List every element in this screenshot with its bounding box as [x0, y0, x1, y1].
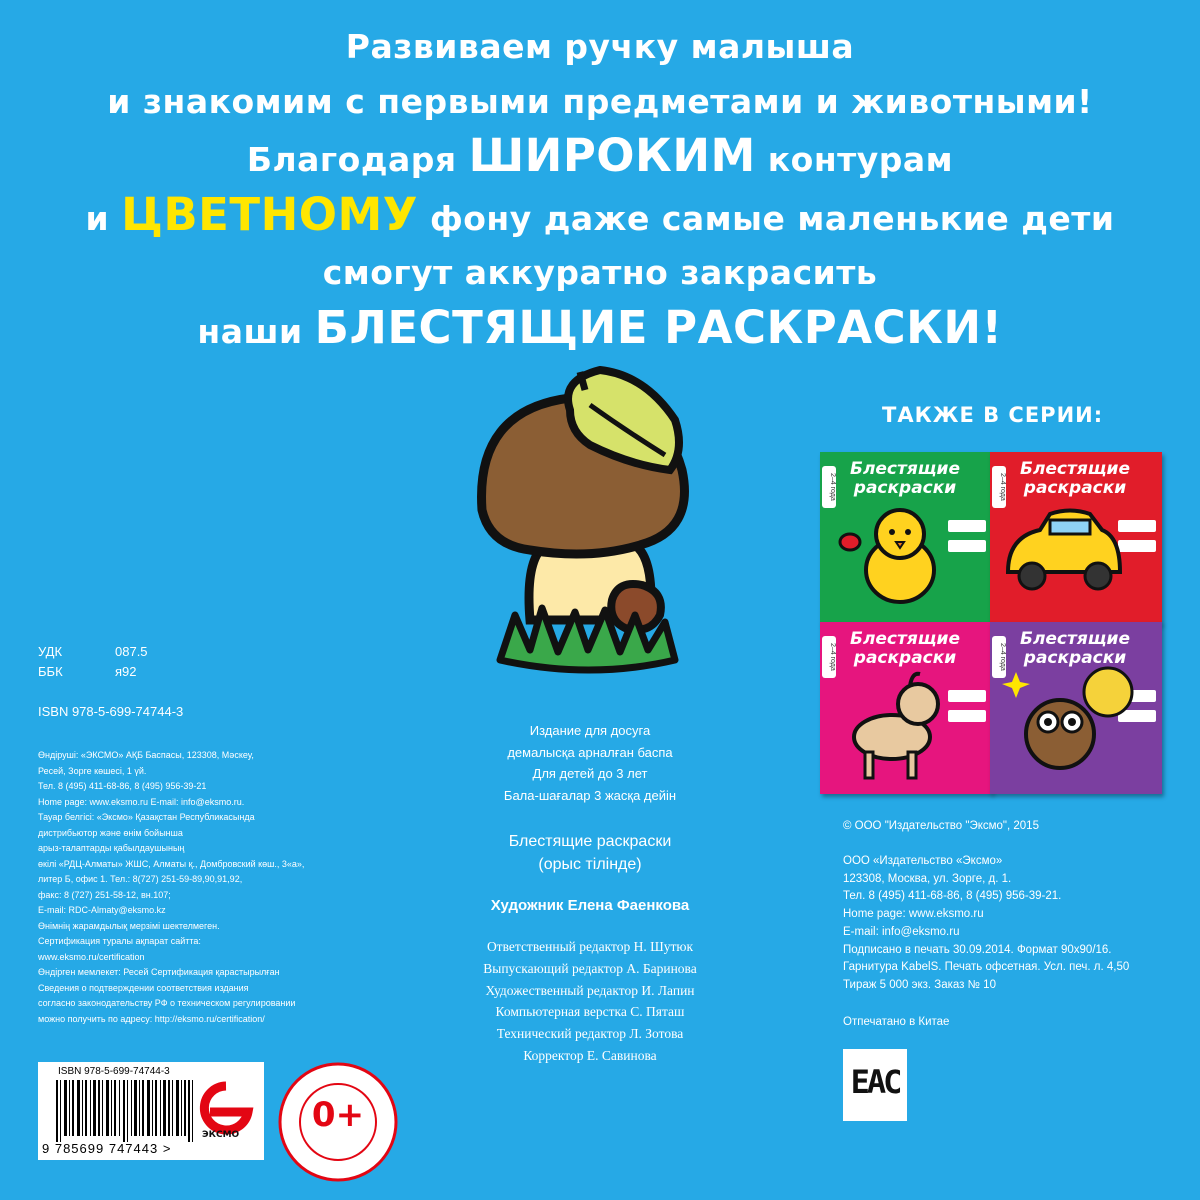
- series-book-title: Блестящие раскраски: [849, 459, 961, 498]
- editorial-credits: Ответственный редактор Н. Шутюк Выпускающий редактор А. Баринова Художественный редактор И. Лапин Компьютерная верстка С. Пяташ Технический редактор Л. Зотова Корректор Е. Савинова: [483, 939, 697, 1063]
- barcode-isbn: ISBN 978-5-699-74744-3: [58, 1066, 170, 1077]
- series-book-owl[interactable]: [990, 622, 1162, 794]
- bbk-value: я92: [115, 664, 137, 679]
- series-book-title: Блестящие раскраски: [1019, 459, 1131, 498]
- series-book-title: Блестящие раскраски: [1019, 629, 1131, 668]
- udk-label: УДК: [38, 644, 63, 659]
- eac-mark: EAC: [850, 1063, 900, 1101]
- printed-in: Отпечатано в Китае: [843, 1016, 950, 1028]
- owl-image: [990, 622, 1162, 794]
- isbn: ISBN 978-5-699-74744-3: [38, 704, 184, 719]
- age-rating: 0+: [311, 1095, 365, 1135]
- publisher-info-kz: Өндіруші: «ЭКСМО» АҚБ Баспасы, 123308, Мәскеу, Ресей, Зорге көшесі, 1 үй. Тел. 8 (495) 411-68-86, 8 (495) 956-39-21 Home page: www.eksmo.ru E-mail: info@eksmo.ru. Тауар белгісі: «Эксмо» Қазақстан Республикасында дистрибьютор және өнім бойынша арыз-талаптарды қабылдаушының өкілі «РДЦ-Алматы» ЖШС, Алматы қ., Домбровский көш., 3«а», литер Б, офис 1. Тел.: 8(727) 251-59-89,90,91,92, факс: 8 (727) 251-58-12, вн.107; E-mail: RDC-Almaty@eksmo.kz Өнімнің жарамдылық мерзімі шектелмеген. Сертификация туралы ақпарат сайтта: www.eksmo.ru/certification Өндірген мемлекет: Ресей Сертификация қарастырылған Сведения о подтверждении соответствия издания согласно законодательству РФ о техническом регулировании можно получить по адресу: http://eksmo.ru/certification/: [38, 750, 305, 1024]
- barcode-digits: 9 785699 747443 >: [42, 1141, 172, 1156]
- series-title: ТАКЖЕ В СЕРИИ:: [882, 403, 1104, 427]
- headline-line-3: Благодаря ШИРОКИМ контурам: [246, 129, 954, 182]
- mushroom-illustration: [470, 360, 710, 680]
- book-title: Блестящие раскраски (орыс тілінде): [508, 833, 672, 873]
- series-book-car[interactable]: [990, 452, 1162, 624]
- headline: [0, 20, 1200, 359]
- classification-codes: [38, 644, 148, 684]
- series-book-chick[interactable]: [820, 452, 992, 624]
- headline-line-6: наши БЛЕСТЯЩИЕ РАСКРАСКИ!: [197, 300, 1003, 354]
- age-tag: 2–4 года: [822, 636, 836, 678]
- headline-line-1: Развиваем ручку малыша: [345, 27, 855, 66]
- headline-line-2: и знакомим с первыми предметами и животными!: [107, 81, 1093, 121]
- highlight-series: БЛЕСТЯЩИЕ РАСКРАСКИ: [314, 300, 982, 354]
- artist-credit: Художник Елена Фаенкова: [490, 897, 690, 914]
- udk-value: 087.5: [115, 644, 148, 659]
- bbk-label: ББК: [38, 664, 63, 679]
- highlight-wide: ШИРОКИМ: [468, 129, 756, 182]
- age-tag: 2–4 года: [992, 636, 1006, 678]
- car-image: [990, 452, 1162, 624]
- headline-line-4: и ЦВЕТНОМУ фону даже самые маленькие дети: [85, 187, 1115, 241]
- age-tag: 2–4 года: [822, 466, 836, 508]
- copyright: © ООО "Издательство "Эксмо", 2015: [843, 820, 1039, 832]
- goat-image: [820, 622, 992, 794]
- highlight-colored: ЦВЕТНОМУ: [121, 187, 418, 241]
- eksmo-label: ЭКСМО: [202, 1130, 240, 1140]
- barcode-bars: [56, 1080, 206, 1142]
- series-book-title: Блестящие раскраски: [849, 629, 961, 668]
- imprint-details: ООО «Издательство «Эксмо» 123308, Москва, ул. Зорге, д. 1. Тел. 8 (495) 411-68-86, 8 (495) 956-39-21. Home page: www.eksmo.ru E-mail: info@eksmo.ru Подписано в печать 30.09.2014. Формат 90x90/16. Гарнитура KabelS. Печать офсетная. Усл. печ. л. 4,50 Тираж 5 000 экз. Заказ № 10: [843, 855, 1130, 991]
- edition-notes: Издание для досуга демалысқа арналған баспа Для детей до 3 лет Бала-шағалар 3 жасқа дейін: [503, 723, 677, 803]
- headline-line-5: смогут аккуратно закрасить: [322, 253, 878, 292]
- series-book-goat[interactable]: [820, 622, 992, 794]
- age-tag: 2–4 года: [992, 466, 1006, 508]
- chick-image: [820, 452, 992, 624]
